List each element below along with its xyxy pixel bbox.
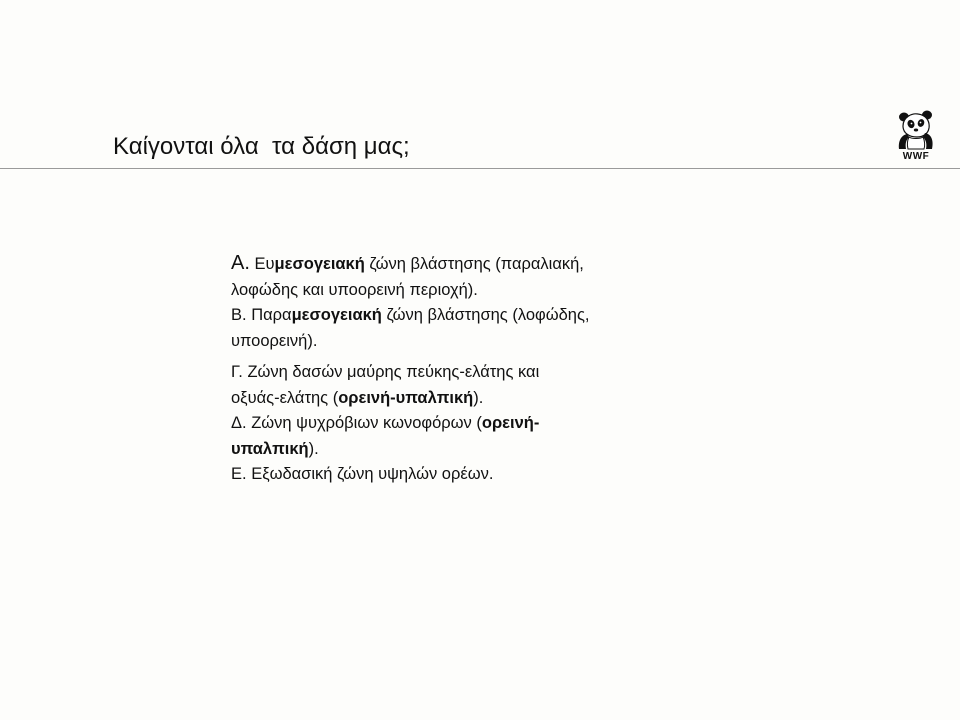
wwf-logo-text: WWF [902, 151, 930, 162]
zone-item-b [231, 303, 591, 354]
zone-text: Παρα [251, 306, 292, 324]
slide-title: Καίγονται όλα τα δάση μας; [113, 133, 410, 160]
zone-marker: Δ. [231, 414, 247, 432]
zone-text: ζώνη βλάστησης (παραλιακή, λοφώδης και υποορεινή περιοχή). [231, 255, 584, 299]
zone-marker: Γ. [231, 363, 243, 381]
zone-marker: Α. [231, 252, 250, 274]
zone-marker: Β. [231, 306, 247, 324]
zone-text: ). [308, 439, 319, 458]
zone-text: ζώνη βλάστησης (λοφώδης, υποορεινή). [231, 306, 590, 350]
zone-item-a [231, 251, 591, 303]
wwf-logo [896, 110, 940, 164]
vegetation-zones-list [231, 251, 591, 488]
zone-item-e [231, 462, 591, 488]
zone-text: ). [473, 388, 484, 407]
zone-text-bold: μεσογειακή [274, 255, 365, 273]
zone-text-bold: ορεινή-υπαλπική [338, 388, 474, 407]
zone-item-c [231, 360, 591, 411]
zone-text: Ευ [254, 255, 275, 273]
title-divider [0, 168, 960, 169]
zone-marker: Ε. [231, 465, 247, 483]
zone-text: Εξωδασική ζώνη υψηλών ορέων. [251, 465, 494, 483]
zone-item-d [231, 411, 591, 462]
panda-icon [896, 110, 936, 150]
zone-text: Ζώνη δασών μαύρης πεύκης-ελάτης και οξυάς-ελάτης ( [231, 363, 540, 407]
zone-text-bold: ορεινή-υπαλπική [231, 414, 540, 458]
zone-text-bold: μεσογειακή [291, 306, 382, 324]
zone-text: Ζώνη ψυχρόβιων κωνοφόρων ( [251, 414, 482, 432]
